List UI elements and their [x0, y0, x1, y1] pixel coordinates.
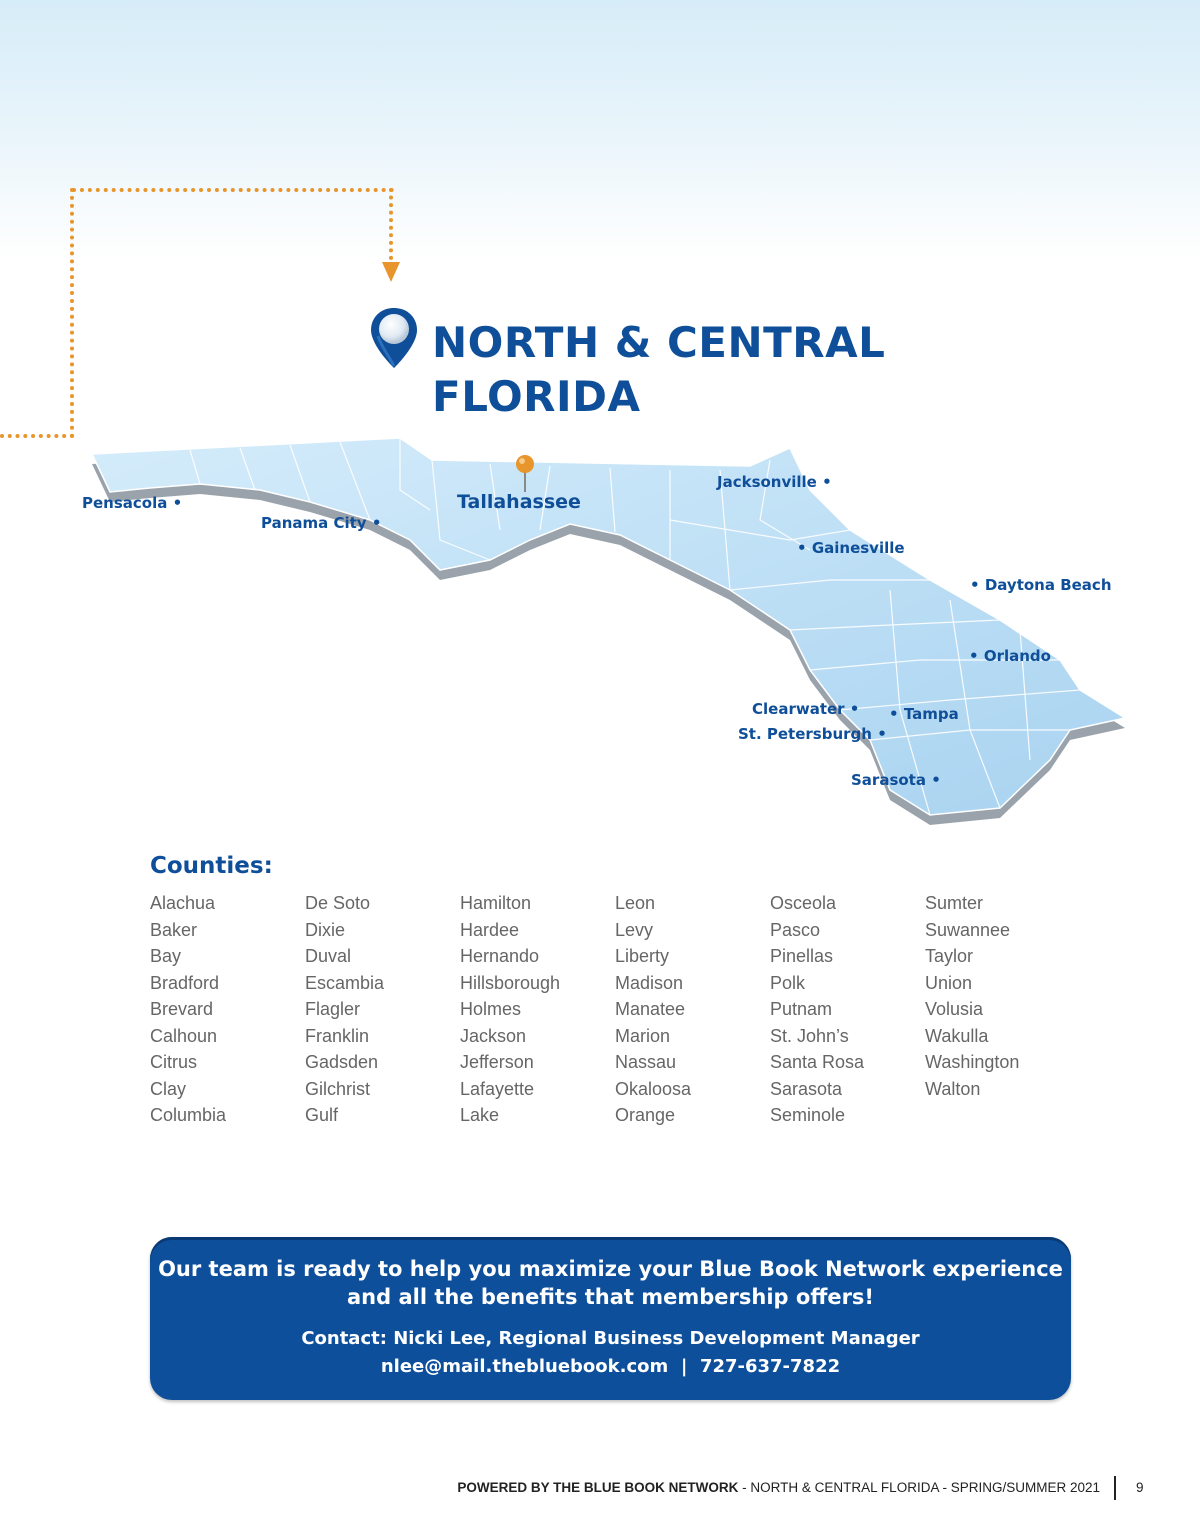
county-item: Marion — [615, 1025, 671, 1046]
contact-email-link[interactable]: nlee@mail.thebluebook.com — [380, 1356, 669, 1377]
counties-heading: Counties: — [150, 853, 273, 879]
city-panama-city: Panama City • — [261, 514, 382, 532]
city-st-petersburgh: St. Petersburgh • — [738, 725, 887, 743]
county-item: Walton — [925, 1078, 981, 1099]
county-item: Madison — [615, 972, 684, 993]
city-sarasota: Sarasota • — [851, 771, 941, 789]
county-item: Hillsborough — [460, 972, 561, 993]
county-item: St. John’s — [770, 1025, 849, 1046]
florida-map-graphic — [70, 430, 1150, 850]
county-item: Jackson — [460, 1025, 527, 1046]
city-jacksonville: Jacksonville • — [717, 473, 832, 491]
county-item: Brevard — [150, 999, 214, 1019]
county-item: Putnam — [770, 999, 833, 1019]
county-item: Suwannee — [925, 919, 1011, 940]
county-column-6 — [925, 890, 1019, 1102]
page-title-line-1: NORTH & CENTRAL — [432, 318, 886, 367]
county-item: De Soto — [305, 893, 371, 913]
county-item: Pinellas — [770, 946, 834, 966]
county-item: Gadsden — [305, 1052, 379, 1072]
city-orlando: • Orlando — [969, 647, 1051, 665]
city-tallahassee: Tallahassee — [457, 491, 581, 513]
county-item: Flagler — [305, 999, 361, 1019]
county-item: Gilchrist — [305, 1078, 371, 1099]
county-item: Leon — [615, 893, 656, 913]
county-column-2 — [305, 890, 384, 1129]
footer-publication: - NORTH & CENTRAL FLORIDA - SPRING/SUMMER 2021 — [738, 1480, 1100, 1495]
county-column-5 — [770, 890, 864, 1129]
city-tampa: • Tampa — [889, 705, 959, 723]
footer-divider — [1114, 1476, 1116, 1500]
city-gainesville: • Gainesville — [797, 539, 905, 557]
county-item: Osceola — [770, 893, 837, 913]
county-item: Holmes — [460, 999, 522, 1019]
footer-text — [457, 1480, 1100, 1495]
page-title-line-2: FLORIDA — [432, 372, 641, 421]
arrow-down-icon — [382, 262, 400, 282]
county-item: Polk — [770, 972, 806, 993]
contact-person: Contact: Nicki Lee, Regional Business Development Manager — [301, 1328, 920, 1349]
city-pensacola: Pensacola • — [82, 494, 183, 512]
county-item: Franklin — [305, 1025, 370, 1046]
county-item: Baker — [150, 919, 198, 940]
florida-map — [70, 430, 1150, 850]
county-item: Washington — [925, 1052, 1020, 1072]
county-column-1 — [150, 890, 226, 1129]
city-daytona-beach: • Daytona Beach — [970, 576, 1112, 594]
county-item: Union — [925, 972, 973, 993]
contact-message-line-1: Our team is ready to help you maximize your Blue Book Network experience — [158, 1257, 1063, 1281]
county-item: Hernando — [460, 946, 540, 966]
county-item: Calhoun — [150, 1025, 218, 1046]
county-item: Bay — [150, 946, 182, 966]
dotted-connector-drop — [389, 188, 393, 260]
county-item: Columbia — [150, 1105, 227, 1125]
county-item: Gulf — [305, 1105, 339, 1125]
page-number: 9 — [1136, 1480, 1144, 1495]
county-item: Escambia — [305, 972, 385, 993]
county-item: Lake — [460, 1105, 500, 1125]
county-item: Seminole — [770, 1105, 846, 1125]
contact-box — [150, 1237, 1071, 1400]
dotted-connector-left — [0, 434, 74, 438]
contact-message-line-2: and all the benefits that membership offers! — [346, 1285, 875, 1309]
county-item: Manatee — [615, 999, 686, 1019]
county-item: Lafayette — [460, 1078, 535, 1099]
county-item: Clay — [150, 1078, 187, 1099]
contact-details — [150, 1356, 1071, 1377]
county-item: Dixie — [305, 919, 346, 940]
footer-brand: POWERED BY THE BLUE BOOK NETWORK — [457, 1480, 739, 1495]
city-clearwater: Clearwater • — [752, 700, 860, 718]
county-item: Sumter — [925, 893, 984, 913]
county-item: Levy — [615, 919, 654, 940]
contact-phone[interactable]: 727-637-7822 — [699, 1356, 841, 1377]
county-item: Citrus — [150, 1052, 198, 1072]
dotted-connector-top — [72, 188, 394, 192]
county-item: Volusia — [925, 999, 984, 1019]
county-item: Okaloosa — [615, 1078, 692, 1099]
county-item: Liberty — [615, 946, 670, 966]
contact-separator: | — [680, 1356, 688, 1377]
county-item: Hamilton — [460, 893, 532, 913]
county-column-3 — [460, 890, 560, 1129]
county-item: Santa Rosa — [770, 1052, 865, 1072]
county-item: Pasco — [770, 919, 821, 940]
county-column-4 — [615, 890, 691, 1129]
location-pin-icon — [368, 306, 420, 370]
county-item: Duval — [305, 946, 352, 966]
county-item: Alachua — [150, 893, 216, 913]
county-item: Jefferson — [460, 1052, 534, 1072]
county-item: Wakulla — [925, 1025, 989, 1046]
dotted-connector-vertical — [70, 188, 74, 438]
county-item: Orange — [615, 1105, 676, 1125]
county-item: Taylor — [925, 946, 974, 966]
county-item: Bradford — [150, 972, 220, 993]
county-item: Nassau — [615, 1052, 677, 1072]
county-item: Sarasota — [770, 1078, 843, 1099]
county-item: Hardee — [460, 919, 520, 940]
